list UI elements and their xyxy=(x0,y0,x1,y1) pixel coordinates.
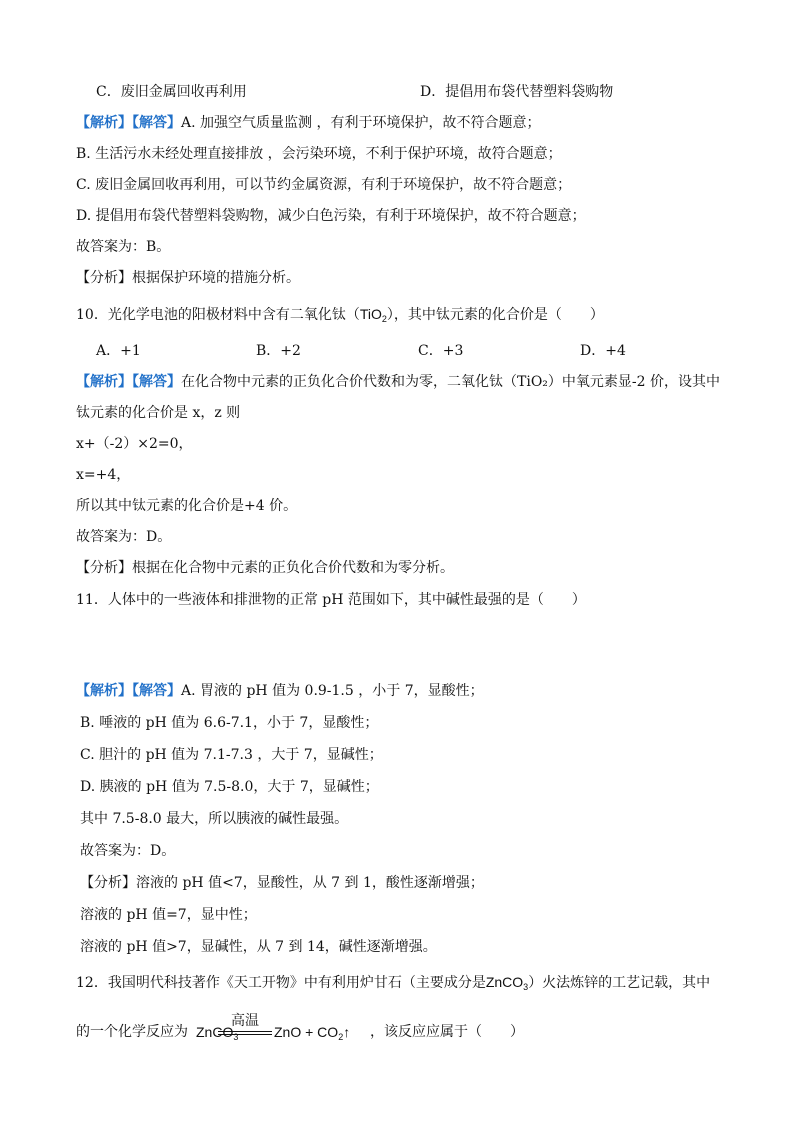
q10-solution-line-3: x+（-2）×2=0， xyxy=(76,436,193,452)
analysis-tag: 【分析】 xyxy=(80,875,136,891)
q10-stem: 10．光化学电池的阳极材料中含有二氧化钛（TiO$_2$），其中钛元素的化合价是（ ） xyxy=(76,306,604,324)
q10-solution-line-5: 所以其中钛元素的化合价是+4 价。 xyxy=(76,498,298,514)
q11-stem: 11．人体中的一些液体和排泄物的正常 pH 范围如下，其中碱性最强的是（ ） xyxy=(76,592,586,608)
solution-tag: 【解析】【解答】 xyxy=(76,374,181,390)
chem-formula-tio2: TiO$_2$ xyxy=(359,306,387,324)
q10-answer: 故答案为：D。 xyxy=(76,529,172,545)
q10-solution-line-2: 钛元素的化合价是 x，z 则 xyxy=(76,405,241,421)
q10-option-d: D．+4 xyxy=(580,343,626,359)
q11-answer: 故答案为：D。 xyxy=(80,843,176,859)
q9-option-d: D．提倡用布袋代替塑料袋购物 xyxy=(420,84,614,100)
q10-solution-line-1: 【解析】【解答】在化合物中元素的正负化合价代数和为零，二氧化钛（TiO₂）中氧元素显-2 价，设其中 xyxy=(76,374,720,390)
q10-option-c: C．+3 xyxy=(418,343,464,359)
q9-solution-line-2: B. 生活污水未经处理直接排放 ，会污染环境，不利于保护环境，故符合题意； xyxy=(76,146,562,162)
q11-solution-line-4: D. 胰液的 pH 值为 7.5-8.0，大于 7，显碱性； xyxy=(80,779,379,795)
gas-arrow-icon: ↑ xyxy=(343,1024,351,1040)
q11-solution-line-2: B. 唾液的 pH 值为 6.6-7.1，小于 7，显酸性； xyxy=(80,715,379,731)
q10-option-b: B．+2 xyxy=(256,343,301,359)
chem-formula-znco3: ZnCO$_3$ xyxy=(485,974,529,992)
q9-solution-line-4: D. 提倡用布袋代替塑料袋购物，减少白色污染，有利于环境保护，故不符合题意； xyxy=(76,208,586,224)
q11-solution-line-3: C. 胆汁的 pH 值为 7.1-7.3 ，大于 7，显碱性； xyxy=(80,747,383,763)
equation-products: ZnO + $CO_2↑$ xyxy=(274,1024,351,1042)
q11-analysis-line-2: 溶液的 pH 值=7，显中性； xyxy=(80,907,257,923)
q11-solution-line-1: 【解析】【解答】A. 胃液的 pH 值为 0.9-1.5 ，小于 7，显酸性； xyxy=(76,683,484,699)
solution-tag: 【解析】【解答】 xyxy=(76,115,181,131)
q11-solution-line-5: 其中 7.5-8.0 最大，所以胰液的碱性最强。 xyxy=(80,811,349,827)
q9-answer: 故答案为：B。 xyxy=(76,239,171,255)
q9-solution-line-3: C. 废旧金属回收再利用，可以节约金属资源，有利于环境保护，故不符合题意； xyxy=(76,177,572,193)
q10-option-a: A．+1 xyxy=(96,343,141,359)
q12-stem-line-1: 12．我国明代科技著作《天工开物》中有利用炉甘石（主要成分是ZnCO$_3$）火法炼锌的工艺记载，其中 xyxy=(76,974,711,992)
q9-analysis: 【分析】根据保护环境的措施分析。 xyxy=(76,270,300,286)
q10-analysis: 【分析】根据在化合物中元素的正负化合价代数和为零分析。 xyxy=(76,560,454,576)
q9-option-c: C．废旧金属回收再利用 xyxy=(96,84,247,100)
q11-analysis-line-1: 【分析】溶液的 pH 值<7，显酸性，从 7 到 1，酸性逐渐增强； xyxy=(80,875,484,891)
q10-solution-line-4: x=+4， xyxy=(76,467,131,483)
q9-solution-line-1: 【解析】【解答】A. 加强空气质量监测 ，有利于环境保护，故不符合题意； xyxy=(76,115,541,131)
chemical-equation: 高温 ZnCO$_3$ ZnO + $CO_2↑$ xyxy=(196,1010,366,1050)
q12-stem-line-2-start: 的一个化学反应为 xyxy=(76,1024,188,1040)
q11-analysis-line-3: 溶液的 pH 值>7，显碱性，从 7 到 14，碱性逐渐增强。 xyxy=(80,939,437,955)
analysis-tag: 【分析】 xyxy=(76,270,132,286)
solution-tag: 【解析】【解答】 xyxy=(76,683,181,699)
reaction-condition: 高温 xyxy=(231,1013,259,1029)
analysis-tag: 【分析】 xyxy=(76,560,132,576)
q12-stem-line-2-end: ，该反应应属于（ ） xyxy=(370,1024,524,1040)
